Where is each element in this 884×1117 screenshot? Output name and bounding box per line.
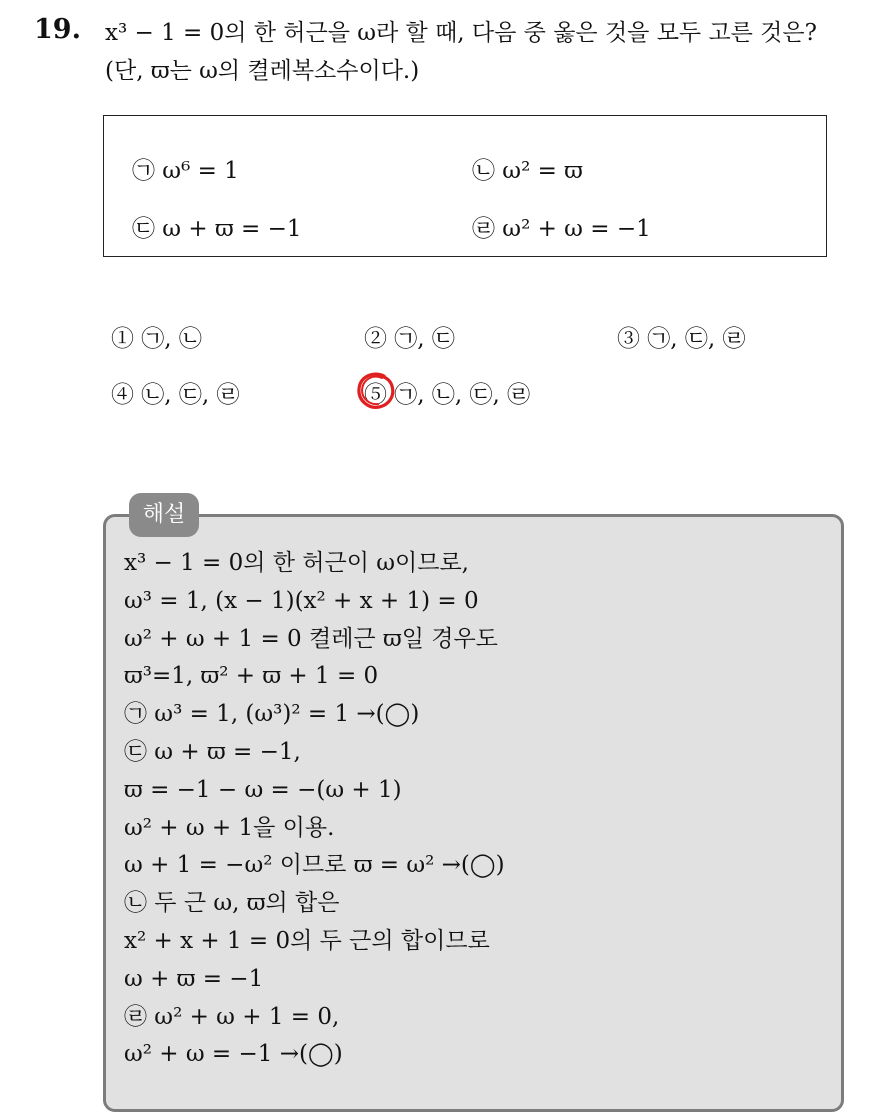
- statement-a: ㉠ ω⁶ = 1: [132, 158, 239, 184]
- solution-line: ω² + ω = −1 →(◯): [124, 1041, 343, 1068]
- solution-line: ㉡ 두 근 ω, ϖ의 합은: [124, 890, 340, 917]
- choice-3[interactable]: ③ ㉠, ㉢, ㉣: [617, 326, 746, 352]
- question-line-1: x³ − 1 = 0의 한 허근을 ω라 할 때, 다음 중 옳은 것을 모두 고른 것은?: [105, 20, 817, 46]
- statement-c: ㉢ ω + ϖ = −1: [132, 216, 302, 242]
- solution-lines: [124, 545, 505, 1074]
- solution-line: ω² + ω + 1을 이용.: [124, 814, 335, 841]
- question-number: 19.: [34, 14, 81, 45]
- choice-2[interactable]: ② ㉠, ㉢: [364, 326, 455, 352]
- question-text: [105, 14, 817, 90]
- choice-5[interactable]: ⑤ ㉠, ㉡, ㉢, ㉣: [364, 382, 531, 408]
- solution-line: ㉠ ω³ = 1, (ω³)² = 1 →(◯): [124, 701, 420, 728]
- solution-line: ω³ = 1, (x − 1)(x² + x + 1) = 0: [124, 587, 479, 614]
- solution-line: ω + ϖ = −1: [124, 965, 264, 992]
- choice-4[interactable]: ④ ㉡, ㉢, ㉣: [111, 382, 240, 408]
- solution-line: ㉢ ω + ϖ = −1,: [124, 738, 301, 765]
- statement-b: ㉡ ω² = ϖ: [472, 158, 583, 184]
- solution-line: ϖ = −1 − ω = −(ω + 1): [124, 776, 402, 803]
- solution-line: ω² + ω + 1 = 0 켤레근 ϖ일 경우도: [124, 625, 498, 652]
- answer-circle-mark: [354, 370, 398, 412]
- solution-line: ω + 1 = −ω² 이므로 ϖ = ω² →(◯): [124, 852, 505, 879]
- statement-d: ㉣ ω² + ω = −1: [472, 216, 651, 242]
- solution-line: ㉣ ω² + ω + 1 = 0,: [124, 1003, 340, 1030]
- solution-line: x³ − 1 = 0의 한 허근이 ω이므로,: [124, 550, 469, 576]
- solution-line: ϖ³=1, ϖ² + ϖ + 1 = 0: [124, 663, 379, 690]
- solution-tag: 해설: [129, 493, 199, 537]
- question-line-2: (단, ϖ는 ω의 켤레복소수이다.): [105, 58, 420, 84]
- solution-line: x² + x + 1 = 0의 두 근의 합이므로: [124, 927, 490, 954]
- choice-1[interactable]: ① ㉠, ㉡: [111, 326, 202, 352]
